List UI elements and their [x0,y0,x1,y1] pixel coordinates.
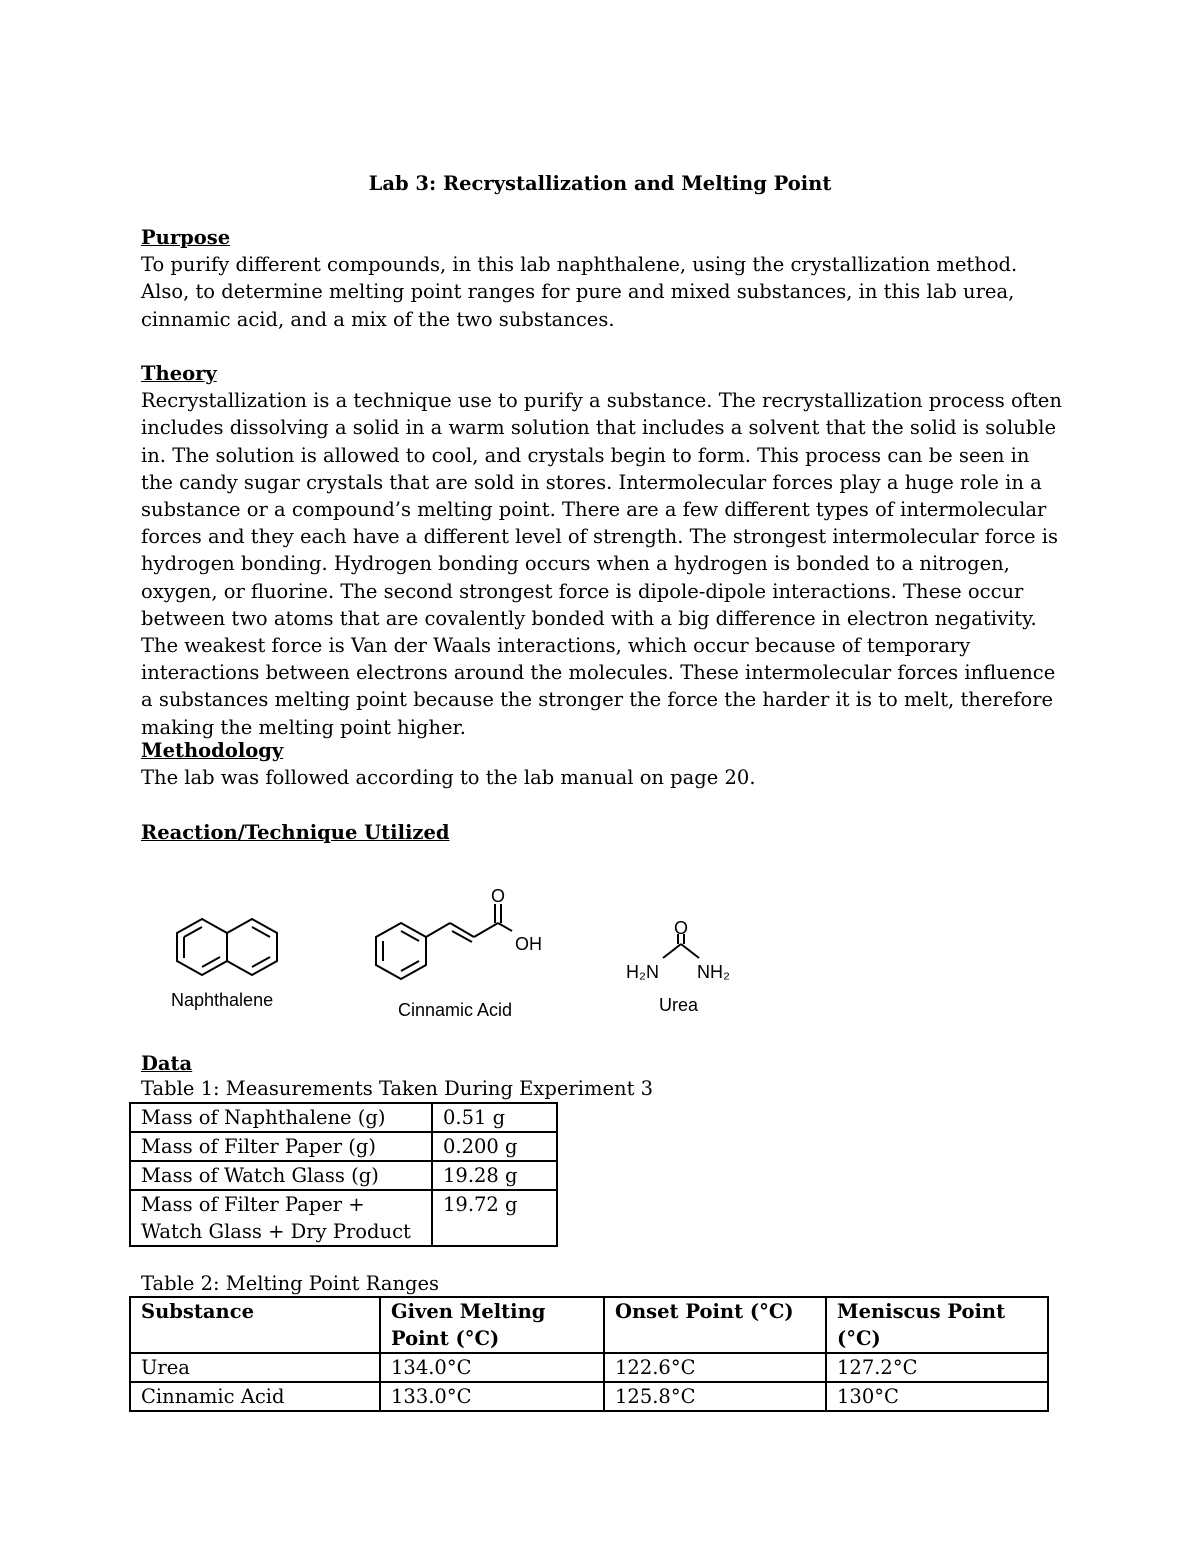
urea-h2n-label: H₂N [626,962,659,982]
cinnamic-acid-structure [376,904,512,979]
melting-point-table [129,1296,1049,1412]
table-header-cell: Meniscus Point (°C) [826,1297,1048,1353]
table-cell: 127.2°C [826,1353,1048,1382]
table-cell: 19.28 g [432,1161,557,1190]
cinnamic-acid-label: Cinnamic Acid [398,1000,513,1020]
page-title: Lab 3: Recrystallization and Melting Point [368,172,832,195]
table-cell: 0.200 g [432,1132,557,1161]
reaction-heading: Reaction/Technique Utilized [141,821,450,844]
structures-svg [140,880,780,1030]
table-cell: 125.8°C [604,1382,826,1411]
urea-label: Urea [659,995,699,1015]
theory-section [141,360,1066,741]
table-header-cell: Onset Point (°C) [604,1297,826,1353]
table-cell: Mass of Filter Paper + Watch Glass + Dry Product [130,1190,432,1246]
cinnamic-o-label: O [491,886,506,906]
data-section [141,1050,1066,1101]
table2-caption-wrap [141,1272,1066,1296]
measurements-table [129,1102,558,1247]
table-cell: 19.72 g [432,1190,557,1246]
table-header-cell: Given Melting Point (°C) [380,1297,604,1353]
table-cell: 130°C [826,1382,1048,1411]
urea-nh2-label: NH₂ [697,962,730,982]
table-row [130,1353,1048,1382]
table2-caption: Table 2: Melting Point Ranges [141,1272,440,1295]
molecule-structures [140,880,780,1030]
theory-text: Recrystallization is a technique use to purify a substance. The recrystallization process often includes dissolving a solid in a warm solution that includes a solvent that the solid is soluble in. The solution is allowed to cool, and crystals begin to form. This process can be seen in the candy sugar crystals that are sold in stores. Intermolecular forces play a huge role in a substance or a compound’s melting point. There are a few different types of intermolecular forces and they each have a different level of strength. The strongest intermolecular force is hydrogen bonding. Hydrogen bonding occurs when a hydrogen is bonded to a nitrogen, oxygen, or fluorine. The second strongest force is dipole-dipole interactions. These occur between two atoms that are covalently bonded with a big difference in electron negativity. The weakest force is Van der Waals interactions, which occur because of temporary interactions between electrons around the molecules. These intermolecular forces influence a substances melting point because the stronger the force the harder it is to melt, therefore making the melting point higher. [141,389,1062,739]
methodology-text: The lab was followed according to the lab manual on page 20. [141,766,756,790]
table-cell: Mass of Watch Glass (g) [130,1161,432,1190]
reaction-section [141,819,1066,846]
table-row [130,1103,557,1132]
purpose-heading: Purpose [141,226,231,249]
table-row [130,1190,557,1246]
table1-caption: Table 1: Measurements Taken During Experiment 3 [141,1077,654,1101]
table-cell: Cinnamic Acid [130,1382,380,1411]
table-header-cell: Substance [130,1297,380,1353]
naphthalene-structure [177,919,277,975]
table-row [130,1161,557,1190]
purpose-text: To purify different compounds, in this lab naphthalene, using the crystallization method. Also, to determine melting point ranges for pure and mixed substances, in this lab urea, cinnamic acid, and a mix of the two substances. [141,253,1018,331]
table-cell: Mass of Filter Paper (g) [130,1132,432,1161]
cinnamic-oh-label: OH [515,934,542,954]
theory-heading: Theory [141,362,217,385]
table-row [130,1132,557,1161]
table-cell: 133.0°C [380,1382,604,1411]
methodology-section [141,737,1066,791]
table-cell: 122.6°C [604,1353,826,1382]
table-header-row [130,1297,1048,1353]
urea-o-label: O [674,918,689,938]
table-cell: Urea [130,1353,380,1382]
data-heading: Data [141,1052,193,1075]
table-cell: Mass of Naphthalene (g) [130,1103,432,1132]
table-cell: 134.0°C [380,1353,604,1382]
naphthalene-label: Naphthalene [171,990,274,1010]
purpose-section [141,224,1066,333]
methodology-heading: Methodology [141,739,284,762]
table-row [130,1382,1048,1411]
table-cell: 0.51 g [432,1103,557,1132]
